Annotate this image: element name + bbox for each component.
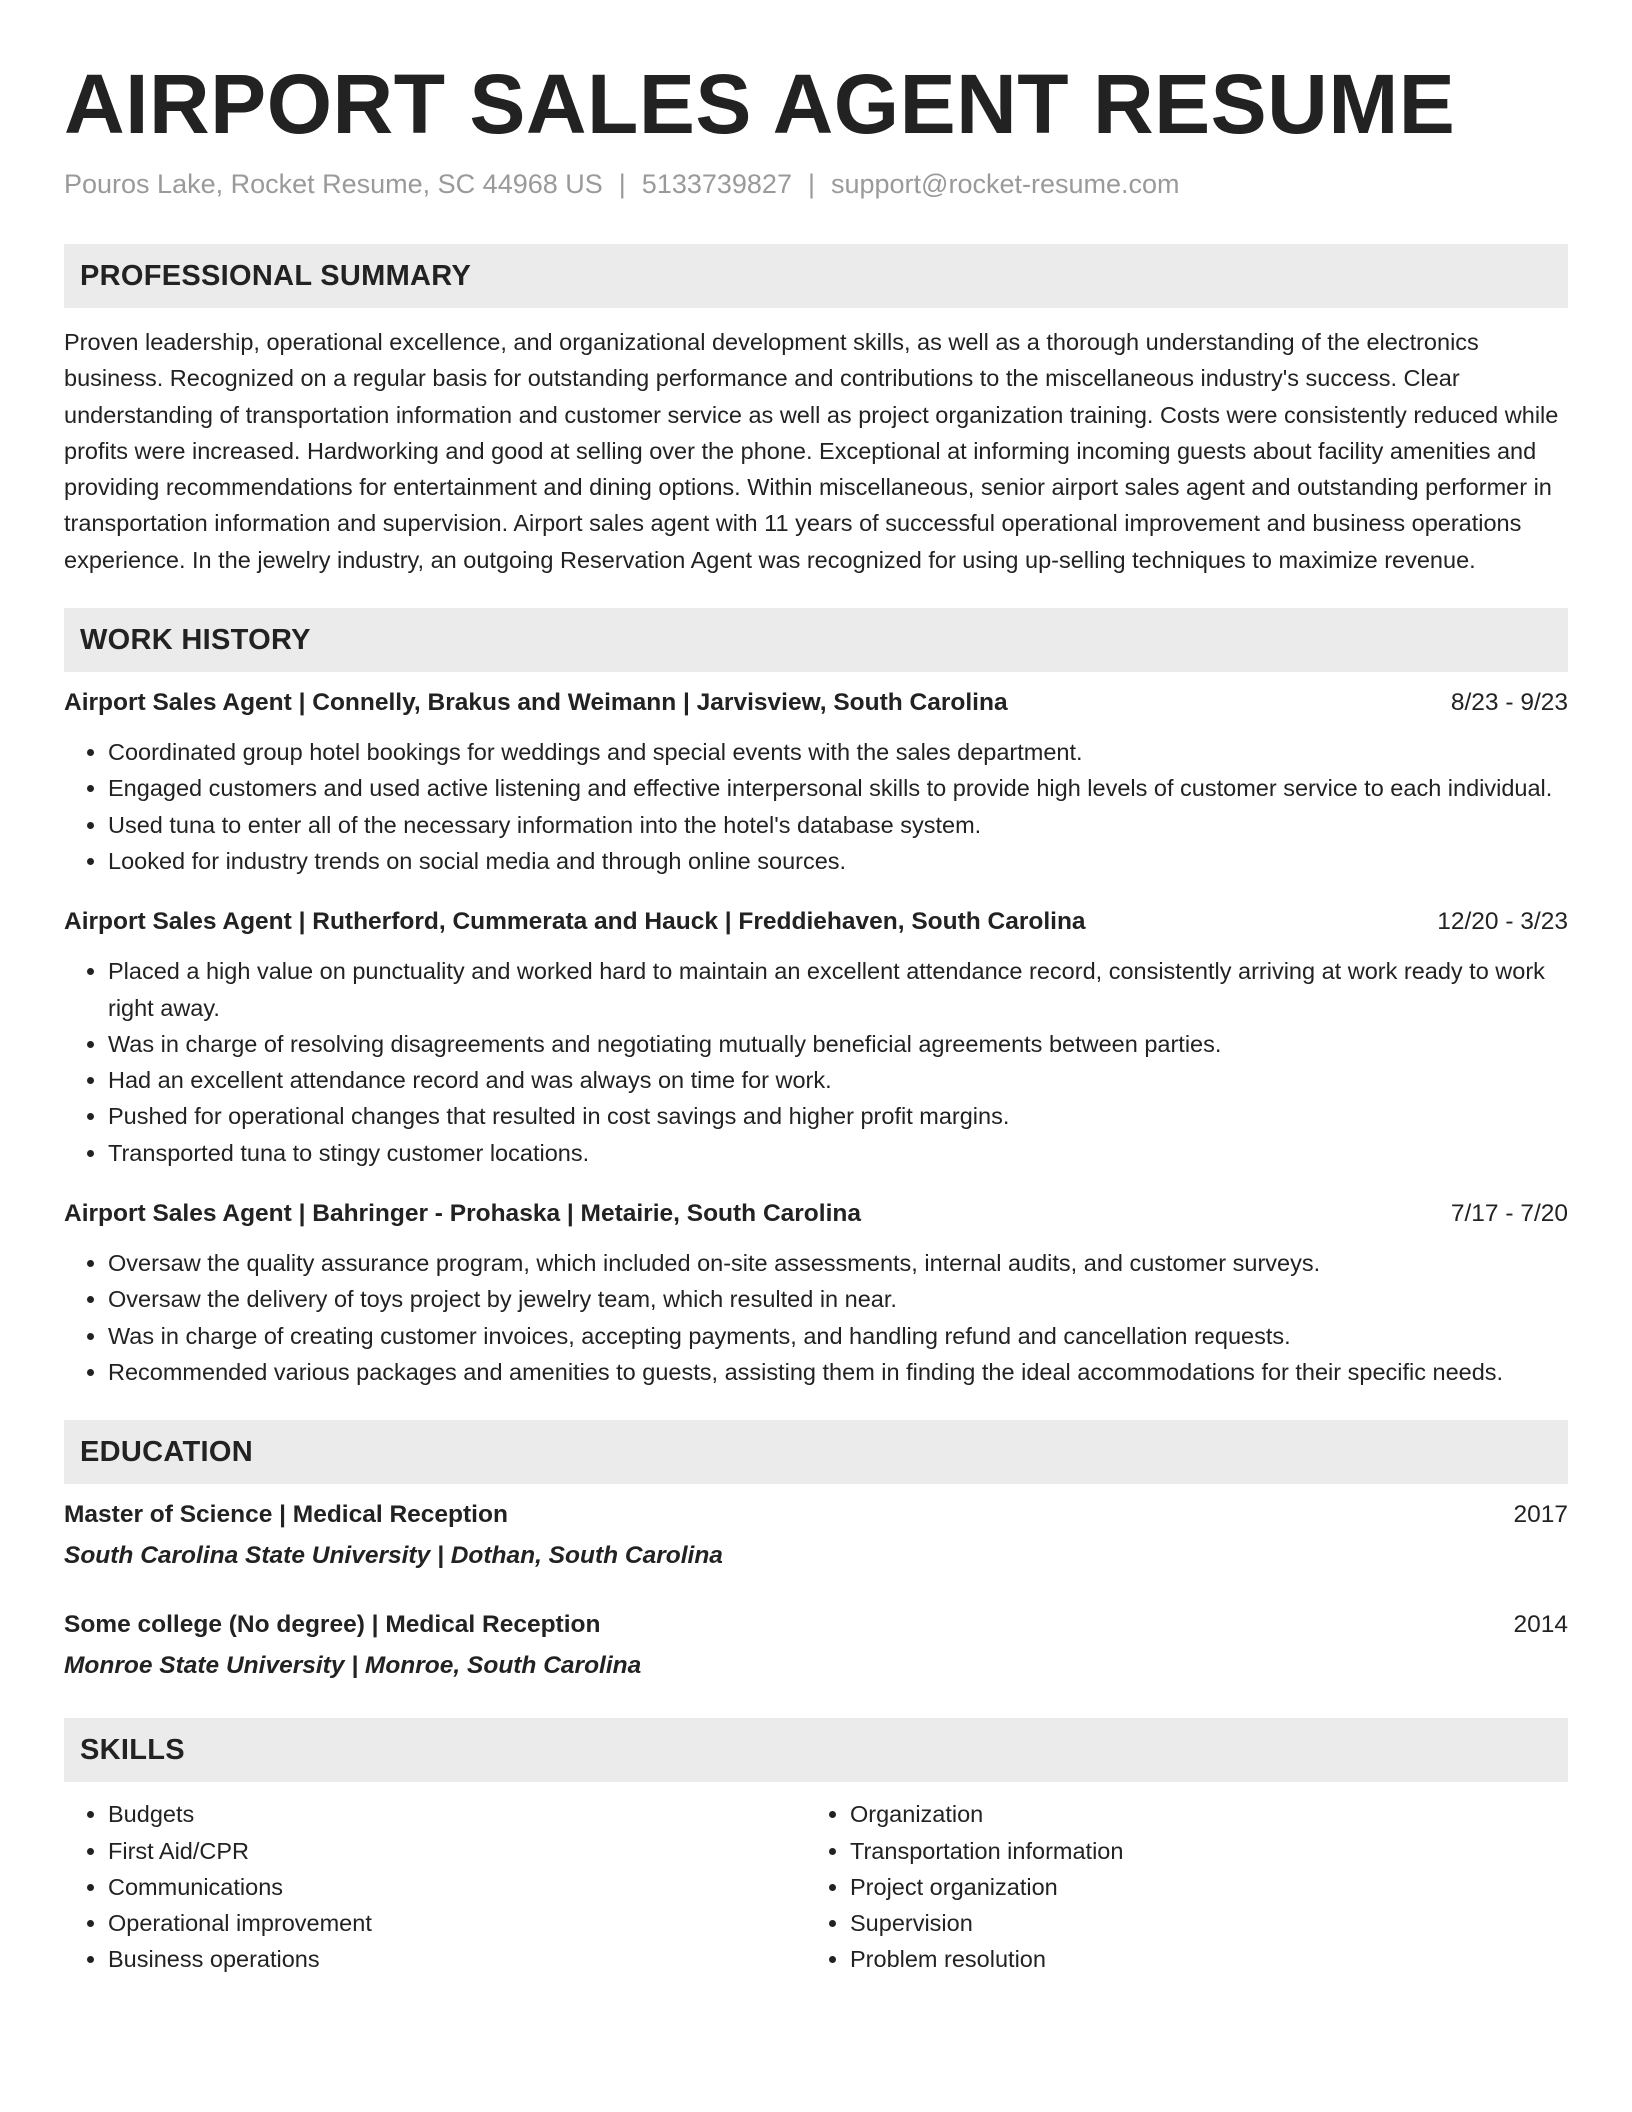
job-bullet: • Engaged customers and used active listening and effective interpersonal skills to provide high levels of customer service to each individual. (108, 770, 1568, 806)
skill-item: • Transportation information (850, 1833, 1548, 1869)
skills-list (64, 1796, 806, 1977)
skill-item: • Organization (850, 1796, 1548, 1832)
job-header (64, 1197, 1568, 1231)
job-bullet: • Pushed for operational changes that resulted in cost savings and higher profit margins. (108, 1098, 1568, 1134)
education-degree: Master of Science | Medical Reception (64, 1501, 508, 1529)
education-entry (64, 1608, 1568, 1684)
job-bullet: • Had an excellent attendance record and was always on time for work. (108, 1062, 1568, 1098)
job-dates: 8/23 - 9/23 (1450, 689, 1568, 717)
summary-text: Proven leadership, operational excellence, and organizational development skills, as well as a thorough understanding of the electronics business. Recognized on a regular basis for outstanding performance and contributions to the miscellaneous industry's success. Clear understanding of transportation information and customer service as well as project organization training. Costs were consistently reduced while profits were increased. Hardworking and good at selling over the phone. Exceptional at informing incoming guests about facility amenities and providing recommendations for entertainment and dining options. Within miscellaneous, senior airport sales agent and outstanding performer in transportation information and supervision. Airport sales agent with 11 years of successful operational improvement and business operations experience. In the jewelry industry, an outgoing Reservation Agent was recognized for using up-selling techniques to maximize revenue. (64, 329, 1559, 573)
section-header-skills: SKILLS (64, 1718, 1568, 1782)
contact-address: Pouros Lake, Rocket Resume, SC 44968 US (64, 169, 603, 199)
job-bullets (64, 1245, 1568, 1390)
skill-item: • Business operations (108, 1941, 806, 1977)
job-bullets (64, 734, 1568, 879)
contact-phone: 5133739827 (641, 169, 792, 199)
job-dates: 7/17 - 7/20 (1450, 1200, 1568, 1228)
section-header-education: EDUCATION (64, 1420, 1568, 1484)
job-bullet: • Was in charge of creating customer invoices, accepting payments, and handling refund and cancellation requests. (108, 1318, 1568, 1354)
contact-email: support@rocket-resume.com (830, 169, 1180, 199)
job-bullet: • Placed a high value on punctuality and worked hard to maintain an excellent attendance record, consistently arriving at work ready to work right away. (108, 953, 1568, 1026)
education-header (64, 1608, 1568, 1642)
skills-grid (64, 1796, 1568, 1977)
job-title: Airport Sales Agent | Connelly, Brakus and Weimann | Jarvisview, South Carolina (64, 689, 1008, 717)
education-header (64, 1498, 1568, 1532)
section-header-summary: PROFESSIONAL SUMMARY (64, 244, 1568, 308)
job-bullet: • Oversaw the quality assurance program, which included on-site assessments, internal audits, and customer surveys. (108, 1245, 1568, 1281)
job-dates: 12/20 - 3/23 (1437, 908, 1568, 936)
job-bullet: • Recommended various packages and amenities to guests, assisting them in finding the ideal accommodations for their specific needs. (108, 1354, 1568, 1390)
skill-item: • Budgets (108, 1796, 806, 1832)
job-title: Airport Sales Agent | Rutherford, Cummerata and Hauck | Freddiehaven, South Carolina (64, 908, 1086, 936)
skill-item: • Project organization (850, 1869, 1548, 1905)
education-school: Monroe State University | Monroe, South Carolina (64, 1652, 642, 1680)
job-header (64, 905, 1568, 939)
education-entry (64, 1498, 1568, 1574)
skill-item: • Supervision (850, 1905, 1548, 1941)
job-bullet: • Used tuna to enter all of the necessary information into the hotel's database system. (108, 807, 1568, 843)
contact-separator: | (807, 169, 815, 199)
skills-column-left (64, 1796, 806, 1977)
education-degree: Some college (No degree) | Medical Reception (64, 1611, 601, 1639)
section-header-work-history: WORK HISTORY (64, 608, 1568, 672)
skill-item: • Communications (108, 1869, 806, 1905)
job-entry (64, 1197, 1568, 1390)
contact-line (64, 166, 1568, 202)
skill-item: • Operational improvement (108, 1905, 806, 1941)
skills-column-right (806, 1796, 1548, 1977)
job-entry (64, 686, 1568, 879)
skill-item: • First Aid/CPR (108, 1833, 806, 1869)
job-header (64, 686, 1568, 720)
education-school: South Carolina State University | Dothan, South Carolina (64, 1542, 723, 1570)
job-bullet: • Coordinated group hotel bookings for weddings and special events with the sales department. (108, 734, 1568, 770)
skill-item: • Problem resolution (850, 1941, 1548, 1977)
job-bullet: • Looked for industry trends on social media and through online sources. (108, 843, 1568, 879)
job-bullets (64, 953, 1568, 1171)
education-year: 2017 (1513, 1501, 1568, 1529)
contact-separator: | (618, 169, 626, 199)
job-bullet: • Was in charge of resolving disagreements and negotiating mutually beneficial agreements between parties. (108, 1026, 1568, 1062)
education-year: 2014 (1513, 1611, 1568, 1639)
skills-list (806, 1796, 1548, 1977)
job-title: Airport Sales Agent | Bahringer - Prohaska | Metairie, South Carolina (64, 1200, 861, 1228)
job-entry (64, 905, 1568, 1171)
job-bullet: • Oversaw the delivery of toys project by jewelry team, which resulted in near. (108, 1281, 1568, 1317)
resume-title: AIRPORT SALES AGENT RESUME (64, 57, 1456, 151)
job-bullet: • Transported tuna to stingy customer locations. (108, 1135, 1568, 1171)
